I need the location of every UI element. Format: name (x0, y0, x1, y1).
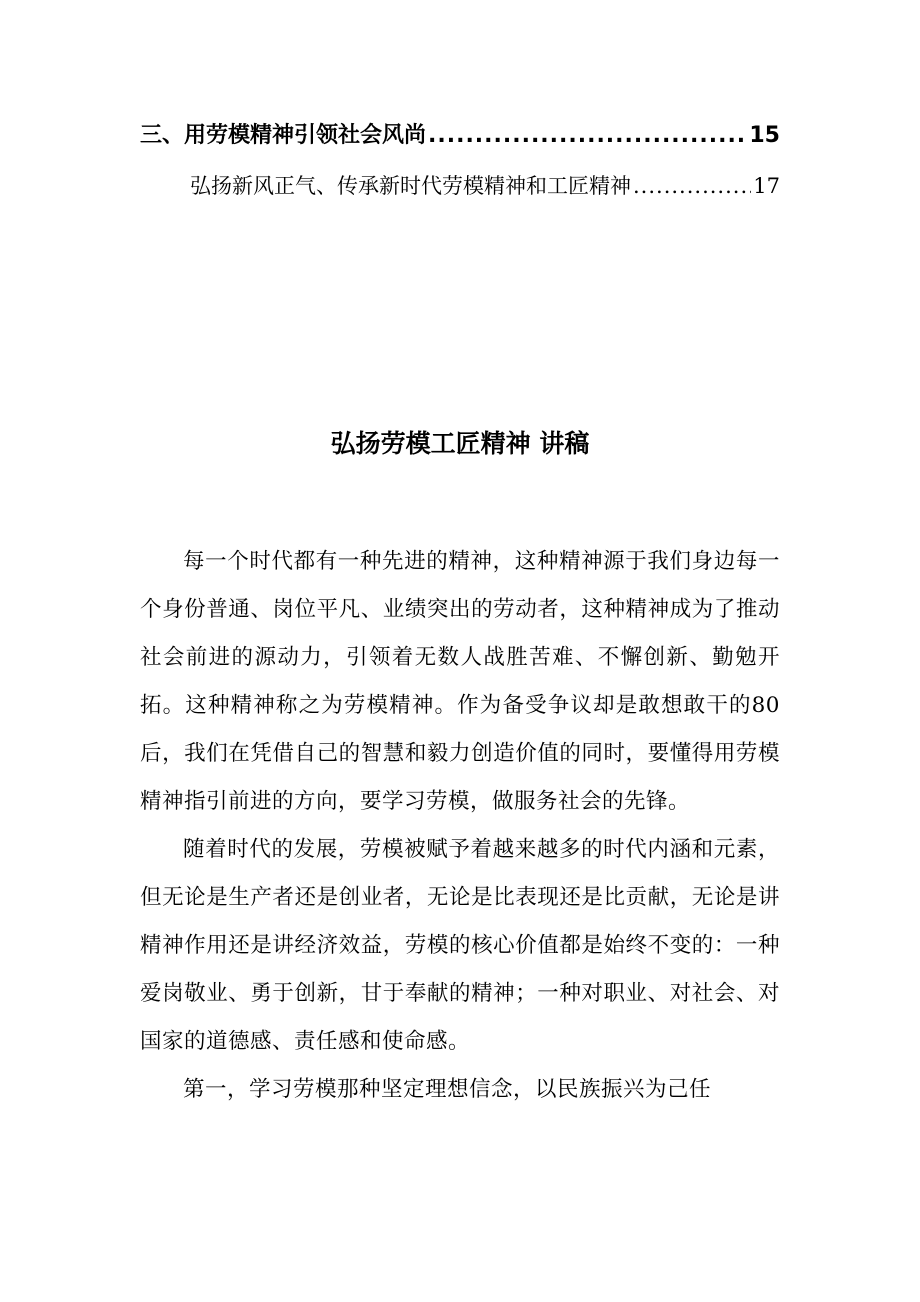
document-title: 弘扬劳模工匠精神 讲稿 (330, 429, 590, 458)
body-paragraph: 每一个时代都有一种先进的精神，这种精神源于我们身边每一个身份普通、岗位平凡、业绩突出的劳动者，这种精神成为了推动社会前进的源动力，引领着无数人战胜苦难、不懈创新、勤勉开拓。这种精神称之为劳模精神。作为备受争议却是敢想敢干的80后，我们在凭借自己的智慧和毅力创造价值的同时，要懂得用劳模精神指引前进的方向，要学习劳模，做服务社会的先锋。 (140, 549, 780, 814)
toc-dot-leader (428, 116, 747, 156)
toc-entry-section-3[interactable] (140, 116, 780, 156)
toc-page-number: 15 (749, 123, 780, 148)
document-body (140, 538, 780, 1114)
body-paragraph: 第一，学习劳模那种坚定理想信念，以民族振兴为己任 (183, 1077, 712, 1102)
toc-entry-subsection[interactable] (140, 166, 780, 206)
toc-entry-title: 弘扬新风正气、传承新时代劳模精神和工匠精神 (190, 174, 631, 198)
toc-page-number: 17 (753, 174, 780, 198)
toc-dot-leader (633, 166, 751, 206)
table-of-contents (140, 116, 780, 206)
toc-entry-title: 三、用劳模精神引领社会风尚 (140, 123, 427, 148)
body-paragraph: 随着时代的发展，劳模被赋予着越来越多的时代内涵和元素，但无论是生产者还是创业者，无论是比表现还是比贡献，无论是讲精神作用还是讲经济效益，劳模的核心价值都是始终不变的：一种爱岗敬业、勇于创新，甘于奉献的精神；一种对职业、对社会、对国家的道德感、责任感和使命感。 (140, 837, 780, 1054)
